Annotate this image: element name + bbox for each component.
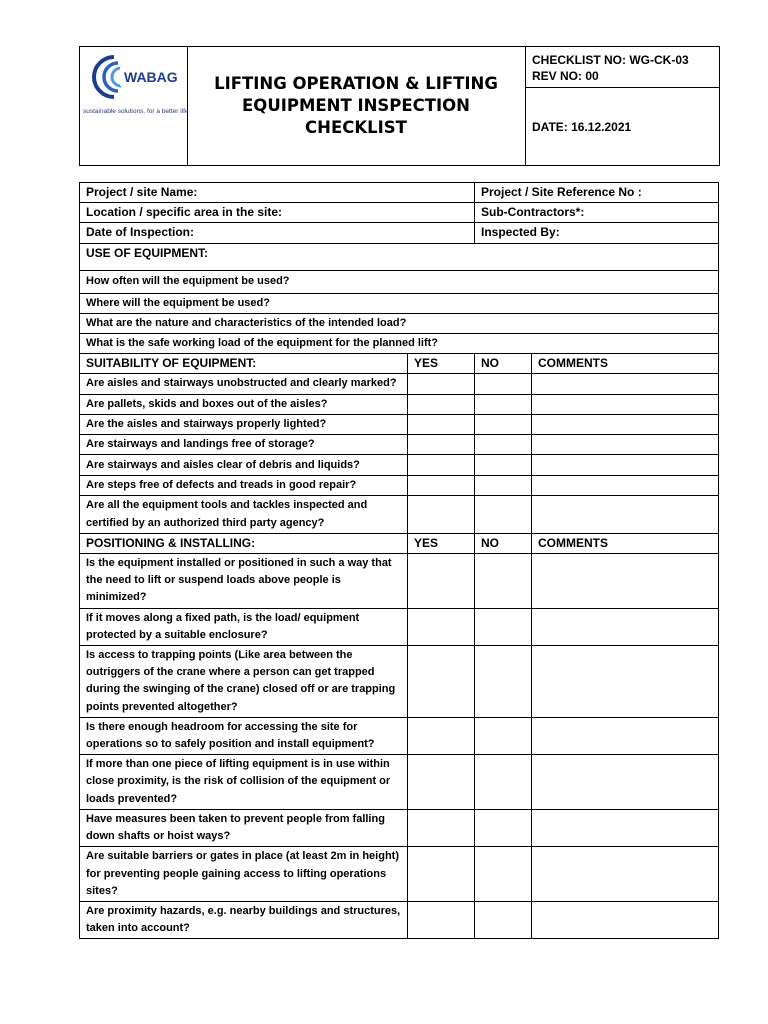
question-text: Are aisles and stairways unobstructed and clearly marked? <box>80 374 408 394</box>
question-text: If more than one piece of lifting equipment is in use within close proximity, is the risk of collision of the equipment or loads prevented? <box>80 755 408 810</box>
question-text: Are stairways and aisles clear of debris and liquids? <box>80 455 408 476</box>
inspected-by-field[interactable]: Inspected By: <box>475 223 719 243</box>
no-cell[interactable] <box>475 755 532 810</box>
question-text: Are suitable barriers or gates in place (at least 2m in height) for preventing people gaining access to lifting operations sites? <box>80 847 408 902</box>
document-meta <box>526 47 720 165</box>
document-title <box>187 47 526 165</box>
question-row <box>80 270 719 293</box>
checklist-row <box>80 755 719 810</box>
yes-column-header: YES <box>408 533 475 553</box>
question-text: Is access to trapping points (Like area between the outriggers of the crane where a person can get trapped during the swinging of the crane) closed off or are trapping points prevented altogether? <box>80 646 408 718</box>
comments-cell[interactable] <box>532 496 719 533</box>
question-text: What are the nature and characteristics of the intended load? <box>80 313 719 333</box>
logo-wordmark: WABAG <box>124 69 178 85</box>
yes-cell[interactable] <box>408 809 475 846</box>
checklist-row <box>80 717 719 754</box>
question-text: Are stairways and landings free of storage? <box>80 435 408 455</box>
question-text: What is the safe working load of the equipment for the planned lift? <box>80 334 719 354</box>
yes-cell[interactable] <box>408 374 475 394</box>
no-cell[interactable] <box>475 646 532 718</box>
info-row <box>80 223 719 243</box>
question-text: Where will the equipment be used? <box>80 293 719 313</box>
checklist-row <box>80 435 719 455</box>
checklist-row <box>80 476 719 496</box>
checklist-row <box>80 847 719 902</box>
positioning-heading: POSITIONING & INSTALLING: <box>80 533 408 553</box>
comments-cell[interactable] <box>532 901 719 938</box>
company-logo <box>80 47 188 165</box>
no-cell[interactable] <box>475 455 532 476</box>
checklist-number: CHECKLIST NO: WG-CK-03 <box>532 53 689 67</box>
comments-cell[interactable] <box>532 717 719 754</box>
no-cell[interactable] <box>475 374 532 394</box>
title-line-2: EQUIPMENT INSPECTION <box>242 96 470 115</box>
project-site-reference-field[interactable]: Project / Site Reference No : <box>475 183 719 203</box>
document-header <box>79 46 720 166</box>
project-site-name-field[interactable]: Project / site Name: <box>80 183 475 203</box>
question-row <box>80 293 719 313</box>
comments-cell[interactable] <box>532 608 719 645</box>
comments-cell[interactable] <box>532 455 719 476</box>
section-heading-row <box>80 354 719 374</box>
no-cell[interactable] <box>475 901 532 938</box>
yes-cell[interactable] <box>408 476 475 496</box>
suitability-heading: SUITABILITY OF EQUIPMENT: <box>80 354 408 374</box>
no-column-header: NO <box>475 533 532 553</box>
yes-cell[interactable] <box>408 554 475 609</box>
sub-contractors-field[interactable]: Sub-Contractors*: <box>475 203 719 223</box>
logo-tagline: sustainable solutions. for a better life <box>83 108 189 115</box>
no-cell[interactable] <box>475 809 532 846</box>
use-of-equipment-heading: USE OF EQUIPMENT: <box>80 243 719 270</box>
question-row <box>80 334 719 354</box>
question-text: Are proximity hazards, e.g. nearby buildings and structures, taken into account? <box>80 901 408 938</box>
title-line-3: CHECKLIST <box>305 118 407 137</box>
wabag-logo-icon <box>80 47 186 107</box>
checklist-row <box>80 414 719 434</box>
no-cell[interactable] <box>475 847 532 902</box>
yes-cell[interactable] <box>408 755 475 810</box>
yes-cell[interactable] <box>408 435 475 455</box>
question-text: Is there enough headroom for accessing the site for operations so to safely position and install equipment? <box>80 717 408 754</box>
no-cell[interactable] <box>475 717 532 754</box>
info-row <box>80 203 719 223</box>
no-column-header: NO <box>475 354 532 374</box>
document-date: DATE: 16.12.2021 <box>532 119 632 134</box>
date-of-inspection-field[interactable]: Date of Inspection: <box>80 223 475 243</box>
section-heading-row <box>80 533 719 553</box>
checklist-meta <box>526 47 720 88</box>
question-text: Are the aisles and stairways properly lighted? <box>80 414 408 434</box>
yes-cell[interactable] <box>408 394 475 414</box>
yes-cell[interactable] <box>408 496 475 533</box>
checklist-row <box>80 455 719 476</box>
checklist-row <box>80 554 719 609</box>
comments-cell[interactable] <box>532 554 719 609</box>
checklist-row <box>80 901 719 938</box>
no-cell[interactable] <box>475 476 532 496</box>
yes-column-header: YES <box>408 354 475 374</box>
comments-column-header: COMMENTS <box>532 533 719 553</box>
comments-cell[interactable] <box>532 809 719 846</box>
yes-cell[interactable] <box>408 901 475 938</box>
inspection-checklist-table <box>79 182 719 939</box>
comments-cell[interactable] <box>532 435 719 455</box>
comments-cell[interactable] <box>532 646 719 718</box>
title-line-1: LIFTING OPERATION & LIFTING <box>214 74 498 93</box>
checklist-row <box>80 646 719 718</box>
location-field[interactable]: Location / specific area in the site: <box>80 203 475 223</box>
checklist-row <box>80 496 719 533</box>
no-cell[interactable] <box>475 414 532 434</box>
comments-cell[interactable] <box>532 476 719 496</box>
no-cell[interactable] <box>475 435 532 455</box>
question-text: If it moves along a fixed path, is the load/ equipment protected by a suitable enclosure? <box>80 608 408 645</box>
comments-column-header: COMMENTS <box>532 354 719 374</box>
yes-cell[interactable] <box>408 455 475 476</box>
info-row <box>80 183 719 203</box>
comments-cell[interactable] <box>532 394 719 414</box>
checklist-row <box>80 608 719 645</box>
question-text: Are steps free of defects and treads in good repair? <box>80 476 408 496</box>
comments-cell[interactable] <box>532 374 719 394</box>
question-text: Have measures been taken to prevent people from falling down shafts or hoist ways? <box>80 809 408 846</box>
question-text: Is the equipment installed or positioned in such a way that the need to lift or suspend loads above people is minimized? <box>80 554 408 609</box>
checklist-row <box>80 809 719 846</box>
checklist-row <box>80 394 719 414</box>
no-cell[interactable] <box>475 608 532 645</box>
comments-cell[interactable] <box>532 847 719 902</box>
question-text: How often will the equipment be used? <box>80 270 719 293</box>
comments-cell[interactable] <box>532 414 719 434</box>
checklist-row <box>80 374 719 394</box>
yes-cell[interactable] <box>408 646 475 718</box>
question-row <box>80 313 719 333</box>
comments-cell[interactable] <box>532 755 719 810</box>
no-cell[interactable] <box>475 496 532 533</box>
yes-cell[interactable] <box>408 414 475 434</box>
no-cell[interactable] <box>475 394 532 414</box>
question-text: Are all the equipment tools and tackles inspected and certified by an authorized third party agency? <box>80 496 408 533</box>
yes-cell[interactable] <box>408 608 475 645</box>
revision-number: REV NO: 00 <box>532 69 599 83</box>
question-text: Are pallets, skids and boxes out of the aisles? <box>80 394 408 414</box>
no-cell[interactable] <box>475 554 532 609</box>
section-heading-row <box>80 243 719 270</box>
yes-cell[interactable] <box>408 847 475 902</box>
yes-cell[interactable] <box>408 717 475 754</box>
